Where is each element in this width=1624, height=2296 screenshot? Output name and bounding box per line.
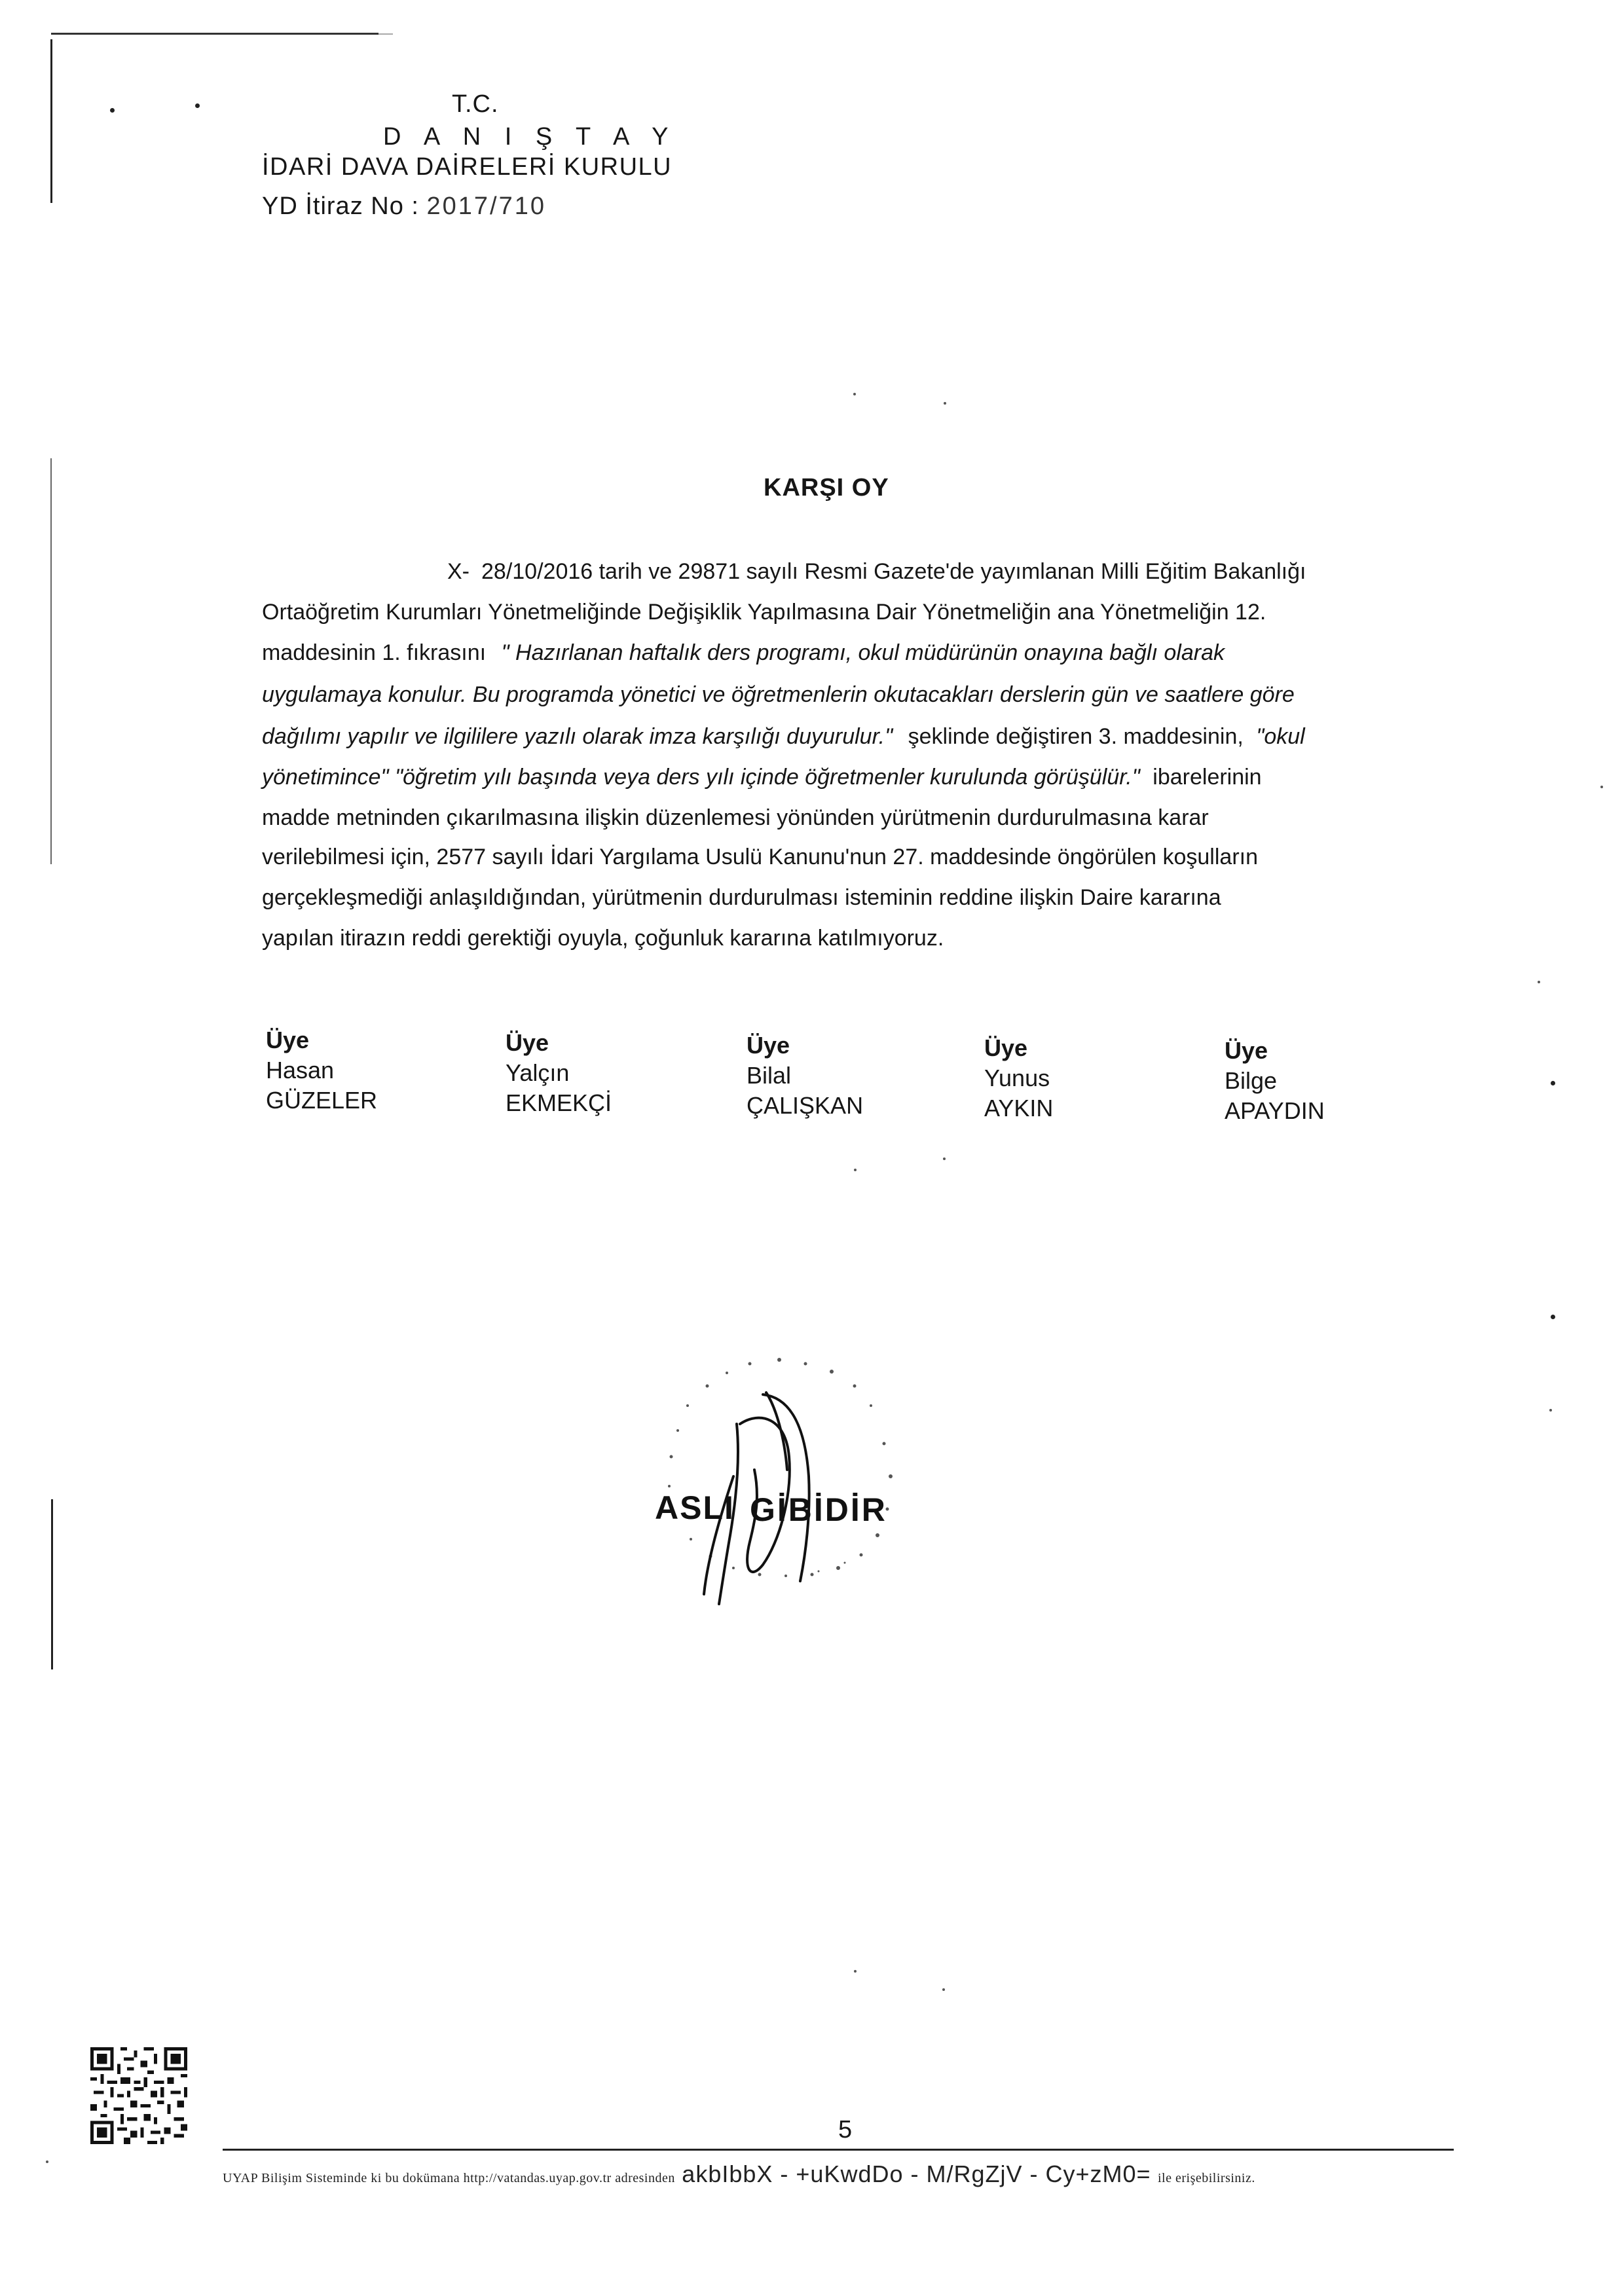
body-line-text: maddesinin 1. fıkrasını bbox=[262, 640, 487, 665]
quoted-text: " Hazırlanan haftalık ders programı, okul müdürünün onayına bağlı olarak bbox=[501, 640, 1225, 665]
signatory bbox=[984, 1033, 1053, 1123]
scan-dot bbox=[195, 103, 200, 108]
signatory-role: Üye bbox=[266, 1027, 310, 1053]
quoted-text: "okul bbox=[1256, 724, 1305, 749]
scan-dot bbox=[942, 1988, 945, 1991]
certified-copy-stamp bbox=[609, 1345, 950, 1620]
signatory-first-name: Bilal bbox=[747, 1062, 792, 1089]
body-line: Ortaöğretim Kurumları Yönetmeliğinde Değişiklik Yapılmasına Dair Yönetmeliğin ana Yönetmeliğin 12. bbox=[262, 600, 1266, 625]
case-number-label: YD İtiraz No : bbox=[262, 192, 419, 220]
stamp-dotted-ring bbox=[668, 1358, 893, 1577]
quoted-text: uygulamaya konulur. Bu programda yönetici ve öğretmenlerin okutacakları derslerin gün ve saatlere göre bbox=[262, 682, 1295, 707]
header-tc: T.C. bbox=[452, 90, 499, 118]
body-line bbox=[262, 683, 1295, 706]
signatory-role: Üye bbox=[984, 1034, 1028, 1061]
signatory-last-name: GÜZELER bbox=[266, 1087, 378, 1114]
scan-dot bbox=[110, 108, 115, 113]
scan-top-rule bbox=[51, 33, 378, 35]
scan-dot bbox=[1538, 981, 1540, 983]
scan-left-edge-mark bbox=[50, 458, 52, 864]
scan-left-edge-mark bbox=[50, 39, 52, 203]
footer-prefix: UYAP Bilişim Sisteminde ki bu dokümana http://vatandas.uyap.gov.tr adresinden bbox=[223, 2171, 675, 2185]
signatory bbox=[266, 1025, 377, 1116]
body-line bbox=[447, 560, 1306, 583]
signatory-last-name: APAYDIN bbox=[1225, 1097, 1325, 1124]
body-line bbox=[262, 766, 1262, 788]
case-number: 2017/710 bbox=[426, 192, 547, 220]
uyap-footer bbox=[223, 2160, 1255, 2188]
scan-dot bbox=[1549, 1409, 1552, 1412]
signatory-first-name: Yalçın bbox=[506, 1059, 570, 1086]
scan-dot bbox=[854, 1970, 857, 1973]
signatory-role: Üye bbox=[747, 1032, 790, 1059]
signatory-first-name: Yunus bbox=[984, 1065, 1050, 1091]
body-line-text: şeklinde değiştiren 3. maddesinin, bbox=[908, 724, 1244, 749]
section-marker: X- bbox=[447, 559, 470, 584]
signatory bbox=[747, 1030, 863, 1121]
stamp-lettering bbox=[655, 1489, 887, 1528]
quoted-text: yönetimince" "öğretim yılı başında veya ders yılı içinde öğretmenler kurulunda görüşülür." bbox=[262, 765, 1140, 790]
footer-rule bbox=[223, 2149, 1454, 2151]
scan-dot bbox=[853, 393, 856, 395]
signatory-last-name: AYKIN bbox=[984, 1095, 1054, 1121]
signatory-first-name: Hasan bbox=[266, 1057, 335, 1084]
footer-suffix: ile erişebilirsiniz. bbox=[1158, 2171, 1255, 2185]
body-line: madde metninden çıkarılmasına ilişkin düzenlemesi yönünden yürütmenin durdurulmasına karar bbox=[262, 805, 1209, 830]
scan-dot bbox=[854, 1169, 857, 1171]
scan-dot bbox=[46, 2160, 48, 2163]
signatory-role: Üye bbox=[1225, 1037, 1268, 1064]
qr-code-icon bbox=[90, 2047, 187, 2144]
body-line bbox=[262, 725, 1305, 748]
page-number: 5 bbox=[838, 2116, 853, 2143]
body-line bbox=[262, 642, 1225, 664]
signatory-first-name: Bilge bbox=[1225, 1067, 1278, 1094]
scan-dot bbox=[1551, 1081, 1555, 1085]
signatory-last-name: EKMEKÇİ bbox=[506, 1089, 612, 1116]
quoted-text: dağılımı yapılır ve ilgililere yazılı olarak imza karşılığı duyurulur." bbox=[262, 724, 893, 749]
scan-dot bbox=[1600, 786, 1603, 788]
scan-dot bbox=[944, 402, 946, 405]
header-court-name: D A N I Ş T A Y bbox=[383, 123, 677, 151]
signatory bbox=[1225, 1036, 1325, 1126]
verification-code: akbIbbX - +uKwdDo - M/RgZjV - Cy+zM0= bbox=[682, 2160, 1151, 2187]
signatory bbox=[506, 1028, 612, 1118]
signatory-last-name: ÇALIŞKAN bbox=[747, 1092, 864, 1119]
document-title: KARŞI OY bbox=[764, 474, 889, 501]
body-line: gerçekleşmediği anlaşıldığından, yürütmenin durdurulması isteminin reddine ilişkin Daire kararına bbox=[262, 885, 1221, 910]
signatory-role: Üye bbox=[506, 1029, 549, 1056]
body-line: verilebilmesi için, 2577 sayılı İdari Yargılama Usulü Kanunu'nun 27. maddesinde öngörülen koşulların bbox=[262, 845, 1259, 869]
body-line: yapılan itirazın reddi gerektiği oyuyla, çoğunluk kararına katılmıyoruz. bbox=[262, 926, 944, 951]
body-line-text: 28/10/2016 tarih ve 29871 sayılı Resmi Gazete'de yayımlanan Milli Eğitim Bakanlığı bbox=[481, 559, 1306, 584]
scan-top-rule-faint bbox=[378, 33, 393, 35]
scan-left-edge-mark bbox=[51, 1499, 53, 1669]
header-case-line bbox=[262, 194, 546, 219]
svg-text:ASLI: ASLI bbox=[655, 1489, 735, 1526]
svg-text:GİBİDİR: GİBİDİR bbox=[750, 1491, 887, 1528]
scan-dot bbox=[943, 1157, 946, 1160]
body-line-text: ibarelerinin bbox=[1153, 765, 1262, 790]
scan-dot bbox=[1551, 1315, 1555, 1319]
header-board-name: İDARİ DAVA DAİRELERİ KURULU bbox=[262, 153, 673, 181]
